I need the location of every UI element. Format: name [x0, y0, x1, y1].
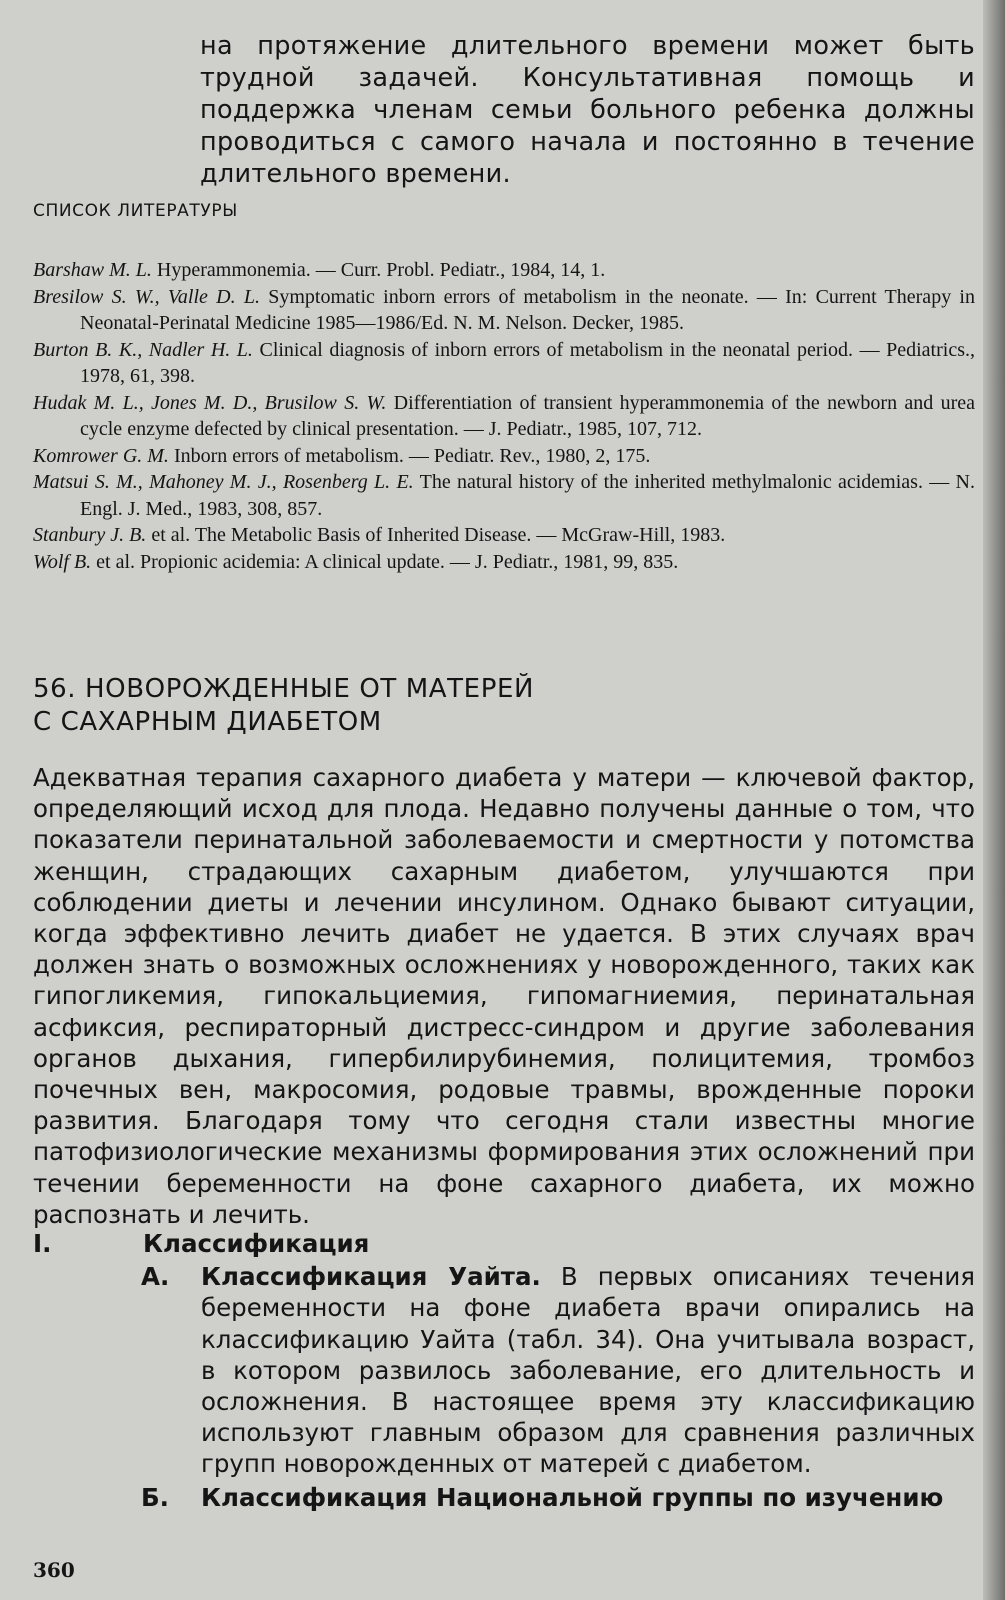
reference-authors: Hudak M. L., Jones M. D., Brusilow S. W. [33, 391, 387, 414]
chapter-title [33, 673, 733, 739]
references-title: СПИСОК ЛИТЕРАТУРЫ [33, 201, 238, 221]
reference-item [33, 522, 975, 549]
reference-item [33, 284, 975, 337]
reference-item [33, 469, 975, 522]
reference-authors: Wolf B. [33, 550, 92, 573]
reference-authors: Burton B. K., Nadler H. L. [33, 338, 253, 361]
chapter-title-line-1: 56. НОВОРОЖДЕННЫЕ ОТ МАТЕРЕЙ [33, 674, 535, 704]
subsection-text [201, 1261, 975, 1479]
reference-text: et al. The Metabolic Basis of Inherited Disease. — McGraw-Hill, 1983. [146, 524, 726, 546]
page-edge-shadow [983, 0, 1005, 1600]
classification-section [33, 1228, 975, 1513]
subsection-heading: Классификация Национальной группы по изучению [201, 1482, 944, 1512]
reference-text: Inborn errors of metabolism. — Pediatr. Rev., 1980, 2, 175. [168, 444, 651, 467]
reference-text: The natural history of the inherited methylmalonic acidemias. — N. Engl. J. Med., 1983, 308, 857. [80, 471, 975, 520]
intro-paragraph [200, 30, 975, 190]
chapter-title-line-2: С САХАРНЫМ ДИАБЕТОМ [33, 707, 382, 737]
reference-text: Clinical diagnosis of inborn errors of metabolism in the neonatal period. — Pediatrics., 1978, 61, 398. [80, 338, 975, 387]
section-heading [33, 1228, 975, 1259]
subsection-item [33, 1482, 975, 1513]
reference-authors: Stanbury J. B. [33, 524, 147, 546]
reference-item [33, 443, 975, 470]
subsection-body: В первых описаниях течения беременности на фоне диабета врачи опирались на классификацию Уайта (табл. 34). Она учитывала возраст, в котором развилось заболевание, его длительность и осложнения. В настоящее время эту классификацию используют главным образом для сравнения различных групп новорожденных от матерей с диабетом. [201, 1262, 975, 1479]
body-paragraph: Адекватная терапия сахарного диабета у матери — ключевой фактор, определяющий исход для плода. Недавно получены данные о том, что показатели перинатальной заболеваемости и смертности у потомства женщин, страдающих сахарным диабетом, улучшаются при соблюдении диеты и лечении инсулином. Однако бывают ситуации, когда эффективно лечить диабет не удается. В этих случаях врач должен знать о возможных осложнениях у новорожденного, таких как гипогликемия, гипокальциемия, гипомагниемия, перинатальная асфиксия, респираторный дистресс-синдром и другие заболевания органов дыхания, гипербилирубинемия, полицитемия, тромбоз почечных вен, макросомия, родовые травмы, врожденные пороки развития. Благодаря тому что сегодня стали известны многие патофизиологические механизмы формирования этих осложнений при течении беременности на фоне сахарного диабета, их можно распознать и лечить. [33, 763, 975, 1229]
subsection-item [33, 1261, 975, 1479]
reference-item [33, 257, 975, 284]
reference-authors: Komrower G. M. [33, 444, 169, 467]
reference-text: Symptomatic inborn errors of metabolism in the neonate. — In: Current Therapy in Neonatal-Perinatal Medicine 1985—1986/Ed. N. M. Nelson. Decker, 1985. [80, 285, 975, 334]
reference-authors: Bresilow S. W., Valle D. L. [33, 285, 260, 308]
section-title: Классификация [143, 1229, 370, 1258]
reference-text: et al. Propionic acidemia: A clinical update. — J. Pediatr., 1981, 99, 835. [91, 550, 679, 573]
subsection-heading: Классификация Уайта. [201, 1262, 541, 1292]
body-text [33, 762, 975, 1230]
reference-authors: Matsui S. M., Mahoney M. J., Rosenberg L. E. [33, 471, 414, 493]
reference-item [33, 549, 975, 576]
references-list [33, 257, 975, 575]
reference-item [33, 390, 975, 443]
reference-item [33, 337, 975, 390]
section-number: I. [33, 1229, 52, 1258]
intro-text: на протяжение длительного времени может быть трудной задачей. Консультативная помощь и поддержка членам семьи больного ребенка должны проводиться с самого начала и постоянно в течение длительного времени. [200, 31, 975, 189]
reference-text: Hyperammonemia. — Curr. Probl. Pediatr., 1984, 14, 1. [151, 259, 606, 281]
page-number: 360 [33, 1558, 75, 1582]
reference-authors: Barshaw M. L. [33, 259, 152, 281]
subsection-letter: Б. [141, 1482, 169, 1512]
reference-text: Differentiation of transient hyperammonemia of the newborn and urea cycle enzyme defected by clinical presentation. — J. Pediatr., 1985, 107, 712. [80, 391, 975, 440]
subsection-letter: А. [141, 1262, 170, 1292]
subsection-text [201, 1482, 975, 1513]
